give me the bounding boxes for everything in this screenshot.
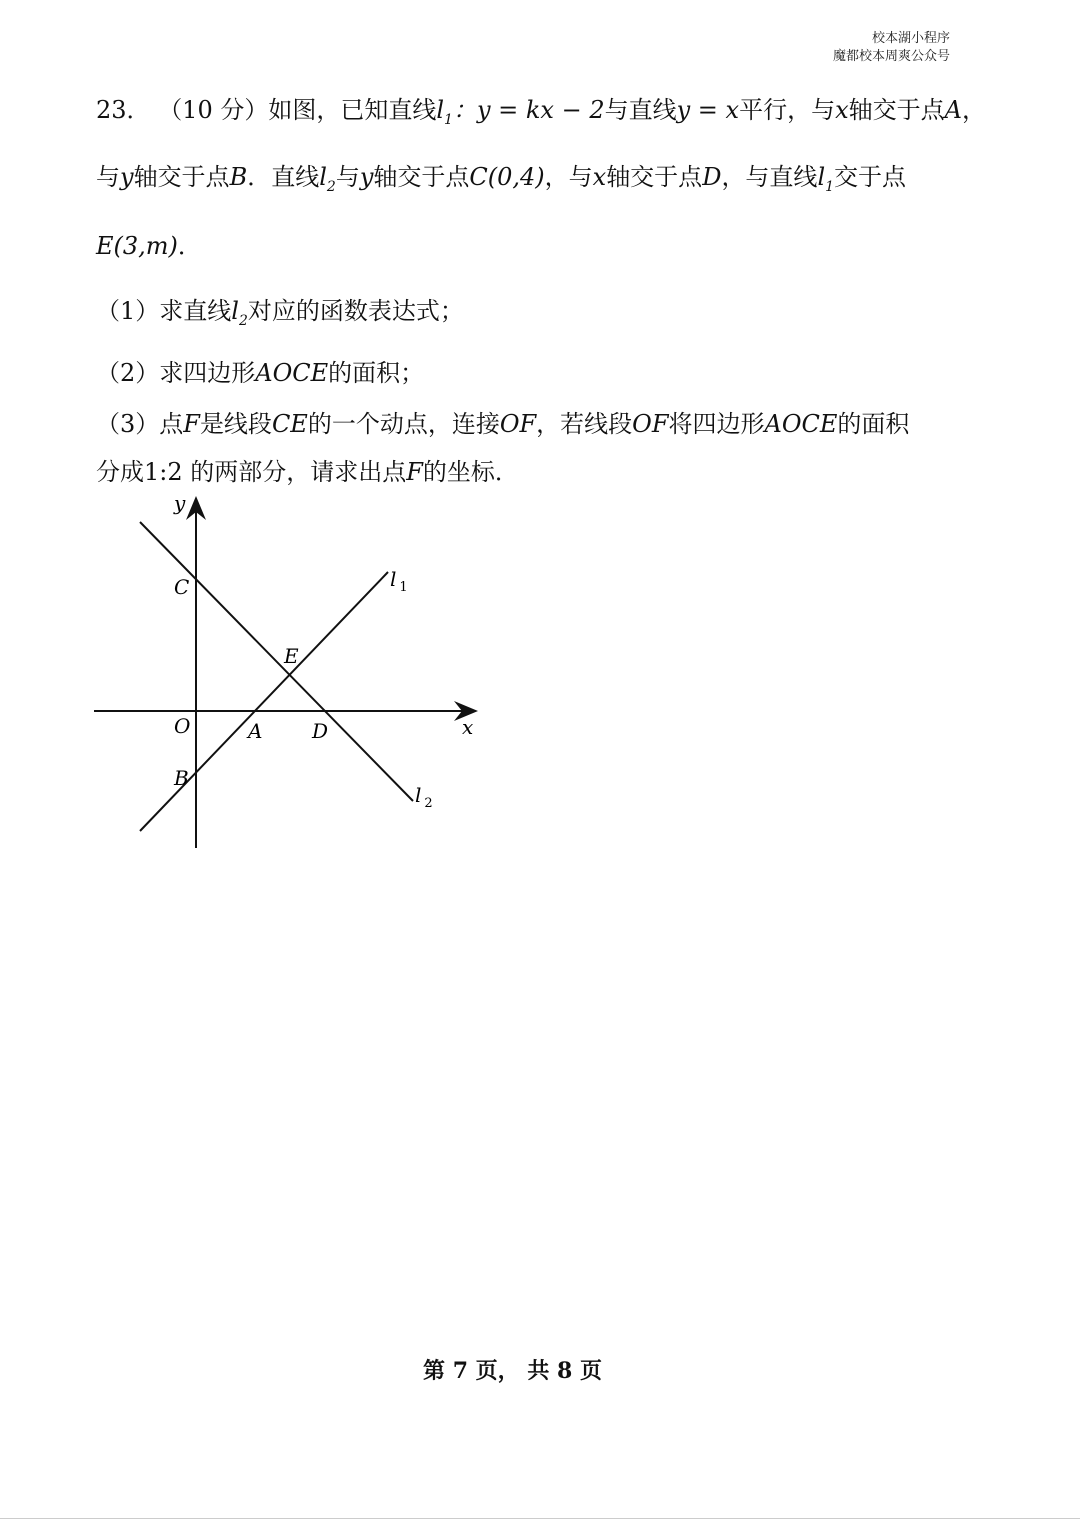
var-x: x [592,163,607,191]
question-1 [96,291,464,329]
point-a: A [944,96,962,124]
point-f: F [183,410,200,438]
label-c: C [174,575,190,599]
text: 如图，已知直线 [268,96,437,124]
text: 平行，与 [739,96,836,124]
point-f: F [406,458,423,486]
equation-l1: ：y = kx − 2 [452,96,605,124]
point-b: B [229,163,248,191]
line-l2-symbol: $l_2$ [319,163,336,195]
var-y: y [120,163,134,191]
label-x: x [462,715,474,739]
text: ．直线 [247,163,320,191]
watermark-line-2: 魔都校本周爽公众号 [832,49,950,64]
coordinate-figure [88,488,498,858]
label-e: E [284,644,299,668]
segment-of: OF [632,410,669,438]
watermark-line-1: 校本湖小程序 [871,31,950,46]
var-y: y [359,163,374,191]
text: 的面积 [837,410,910,438]
text: 分成1:2 的两部分，请求出点 [96,458,407,486]
text: 与直线 [604,96,677,124]
problem-line-2 [96,157,906,195]
segment-of: OF [499,410,537,438]
line-l1 [140,572,388,831]
problem-number: 23． [96,96,151,124]
text: 轴交于点 [373,163,470,191]
problem-points: （10 分） [158,96,269,124]
text: 交于点 [834,163,907,191]
line-l2 [140,522,413,801]
problem-line-1 [96,90,986,128]
text: （3）点 [96,410,184,438]
text: ，与 [544,163,593,191]
page-footer: 第 7 页， 共 8 页 [423,1358,602,1384]
line-l1-symbol: $l_1$ [436,96,453,128]
question-2 [96,353,424,388]
text: 将四边形 [668,410,765,438]
label-d: D [312,719,329,743]
segment-ce: CE [271,410,308,438]
problem-line-3 [96,226,202,261]
label-y: y [174,491,186,515]
text: （2）求四边形 [96,359,256,387]
point-c: C(0,4) [469,163,545,191]
text: （1）求直线 [96,297,232,325]
line-l1-symbol: $l_1$ [817,163,835,195]
shape-aoce: AOCE [764,410,838,438]
point-e: E(3,m) [96,232,178,260]
text: 与 [335,163,360,191]
text: 的面积； [328,359,425,387]
line-l2-symbol: $l_2$ [231,297,248,329]
text: ， [961,96,986,124]
label-l1: l $_1$ [390,567,408,595]
text: ． [177,232,202,260]
text: 轴交于点 [133,163,230,191]
page-divider [0,1518,1080,1519]
text: ，与直线 [721,163,818,191]
text: 对应的函数表达式； [247,297,464,325]
text: 是线段 [199,410,272,438]
label-a: A [248,719,263,743]
text: 的坐标． [422,458,519,486]
shape-aoce: AOCE [255,359,329,387]
text: 与 [96,163,120,191]
label-b: B [174,766,189,790]
point-d: D [702,163,722,191]
label-l2: l $_2$ [415,783,433,811]
question-3-cont [96,452,519,487]
label-o: O [174,714,191,738]
question-3 [96,404,909,439]
text: 轴交于点 [606,163,703,191]
text: 轴交于点 [848,96,945,124]
watermark [833,30,950,66]
var-x: x [835,96,849,124]
equation-y-eq-x: y = x [676,96,740,124]
text: 的一个动点，连接 [307,410,500,438]
text: ，若线段 [536,410,633,438]
